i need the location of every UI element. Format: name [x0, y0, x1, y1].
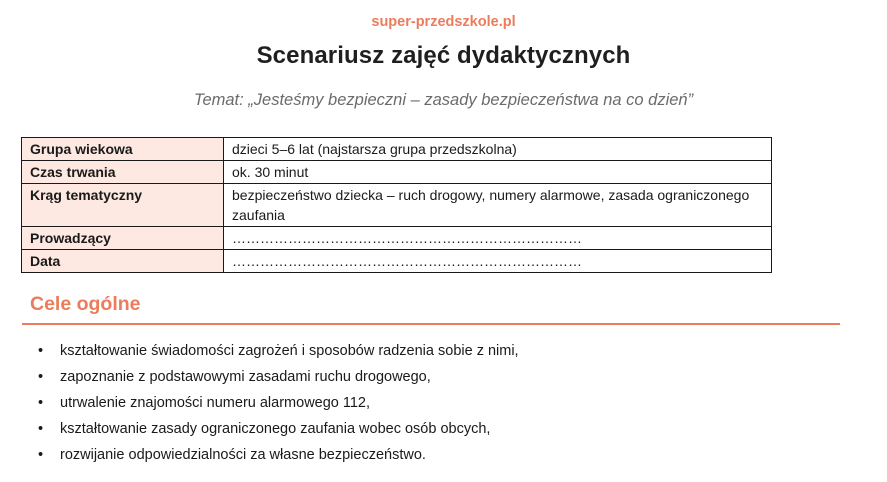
row-label-theme: Krąg tematyczny — [22, 184, 224, 227]
bullet-icon: • — [38, 395, 44, 411]
row-label-leader: Prowadzący — [22, 227, 224, 250]
bullet-icon: • — [38, 447, 44, 463]
lesson-info-table — [21, 137, 772, 273]
site-name: super-przedszkole.pl — [371, 14, 516, 30]
row-value-age-group: dzieci 5–6 lat (najstarsza grupa przedszkolna) — [224, 138, 772, 161]
list-item-text: kształtowanie zasady ograniczonego zaufania wobec osób obcych, — [60, 421, 491, 437]
table-row — [22, 250, 772, 273]
row-value-theme: bezpieczeństwo dziecka – ruch drogowy, numery alarmowe, zasada ograniczonego zaufania — [224, 184, 772, 227]
row-label-duration: Czas trwania — [22, 161, 224, 184]
row-label-age-group: Grupa wiekowa — [22, 138, 224, 161]
row-value-duration: ok. 30 minut — [224, 161, 772, 184]
bullet-icon: • — [38, 343, 44, 359]
list-item — [38, 445, 519, 471]
bullet-icon: • — [38, 369, 44, 385]
list-item-text: zapoznanie z podstawowymi zasadami ruchu drogowego, — [60, 369, 431, 385]
table-row — [22, 138, 772, 161]
list-item-text: kształtowanie świadomości zagrożeń i sposobów radzenia sobie z nimi, — [60, 343, 519, 359]
bullet-icon: • — [38, 421, 44, 437]
list-item — [38, 393, 519, 419]
list-item — [38, 341, 519, 367]
section-divider — [22, 323, 840, 325]
row-label-date: Data — [22, 250, 224, 273]
table-row — [22, 227, 772, 250]
document-subtitle: Temat: „Jesteśmy bezpieczni – zasady bezpieczeństwa na co dzień” — [193, 91, 694, 109]
table-row — [22, 184, 772, 227]
goals-list — [38, 341, 519, 471]
list-item — [38, 367, 519, 393]
row-value-date: ………………………………………………………………… — [224, 250, 772, 273]
table-row — [22, 161, 772, 184]
section-heading-goals: Cele ogólne — [30, 293, 141, 315]
document-title: Scenariusz zajęć dydaktycznych — [256, 42, 631, 69]
list-item-text: utrwalenie znajomości numeru alarmowego 112, — [60, 395, 371, 411]
list-item — [38, 419, 519, 445]
row-value-leader: ………………………………………………………………… — [224, 227, 772, 250]
list-item-text: rozwijanie odpowiedzialności za własne bezpieczeństwo. — [60, 447, 426, 463]
